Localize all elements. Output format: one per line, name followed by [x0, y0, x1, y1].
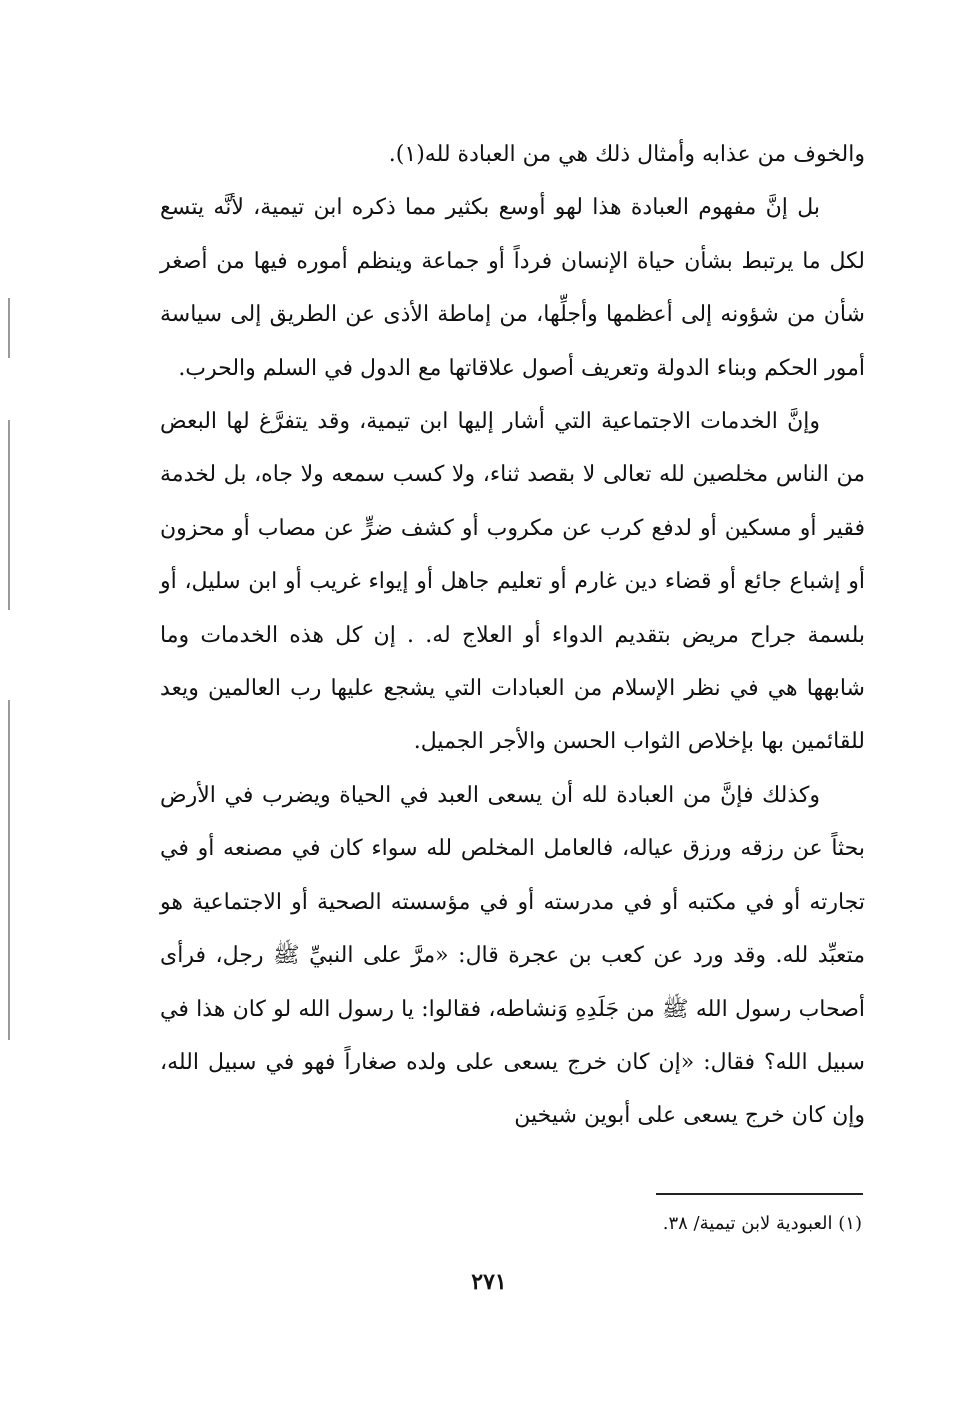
- main-text: [160, 128, 865, 1143]
- paragraph-2: بل إنَّ مفهوم العبادة هذا لهو أوسع بكثير مما ذكره ابن تيمية، لأنَّه يتسع لكل ما يرتبط بشأن حياة الإنسان فرداً أو جماعة وينظم أموره فيها من أصغر شأن من شؤونه إلى أعظمها وأجلِّها، من إماطة الأذى عن الطريق إلى سياسة أمور الحكم وبناء الدولة وتعريف أصول علاقاتها مع الدول في السلم والحرب.: [160, 195, 865, 381]
- page-number: ٢٧١: [471, 1269, 507, 1295]
- paragraph-3: وإنَّ الخدمات الاجتماعية التي أشار إليها ابن تيمية، وقد يتفرَّغ لها البعض من الناس مخلصين لله تعالى لا بقصد ثناء، ولا كسب سمعه ولا جاه، بل لخدمة فقير أو مسكين أو لدفع كرب عن مكروب أو كشف ضرٍّ عن مصاب أو محزون أو إشباع جائع أو قضاء دين غارم أو تعليم جاهل أو إيواء غريب أو ابن سليل، أو بلسمة جراح مريض بتقديم الدواء أو العلاج له. . إن كل هذه الخدمات وما شابهها هي في نظر الإسلام من العبادات التي يشجع عليها رب العالمين ويعد للقائمين بها بإخلاص الثواب الحسن والأجر الجميل.: [160, 409, 865, 755]
- scan-edge-mark: [8, 700, 10, 1040]
- scan-edge-mark: [8, 420, 10, 610]
- paragraph-1: والخوف من عذابه وأمثال ذلك هي من العبادة لله(١).: [388, 142, 865, 167]
- scan-edge-mark: [8, 298, 10, 358]
- footnote-separator: [656, 1193, 863, 1195]
- footnote: (١) العبودية لابن تيمية/ ٣٨.: [662, 1213, 862, 1234]
- paragraph-4: وكذلك فإنَّ من العبادة لله أن يسعى العبد في الحياة ويضرب في الأرض بحثاً عن رزقه ورزق عياله، فالعامل المخلص لله سواء كان في مصنعه أو في تجارته أو في مكتبه أو في مدرسته أو في مؤسسته الصحية أو الاجتماعية هو متعبِّد لله. وقد ورد عن كعب بن عجرة قال: «مرَّ على النبيِّ ﷺ رجل، فرأى أصحاب رسول الله ﷺ من جَلَدِهِ وَنشاطه، فقالوا: يا رسول الله لو كان هذا في سبيل الله؟ فقال: «إن كان خرج يسعى على ولده صغاراً فهو في سبيل الله، وإن كان خرج يسعى على أبوين شيخين: [160, 782, 865, 1129]
